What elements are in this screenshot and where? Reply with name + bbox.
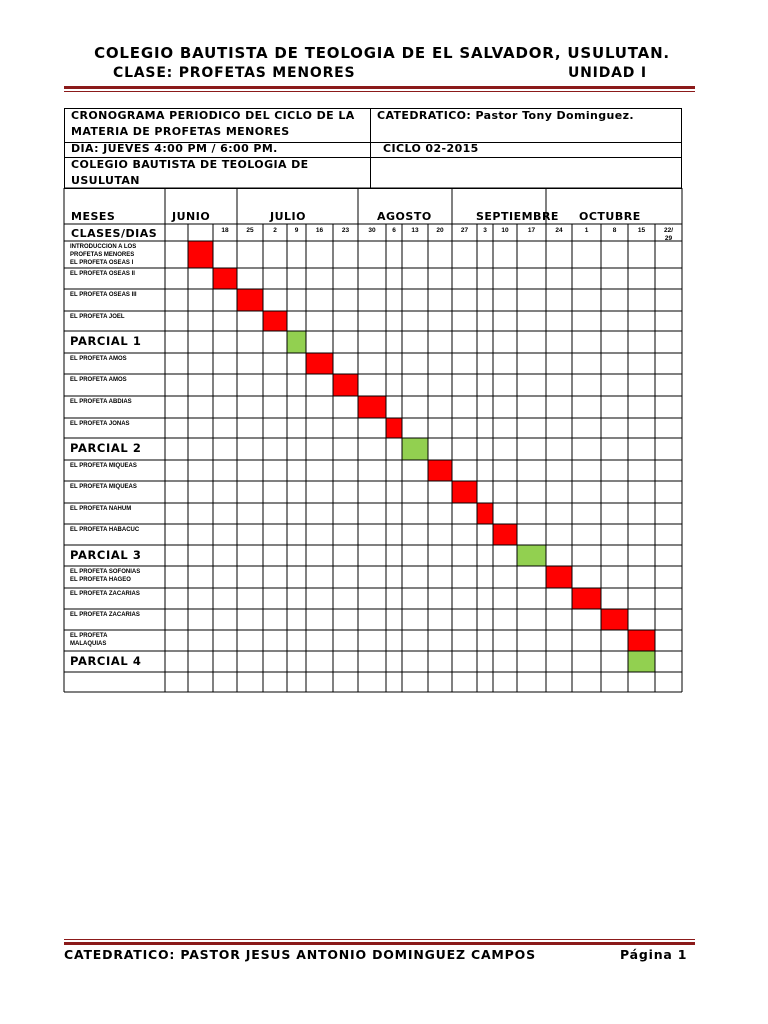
class-label: EL PROFETA HAGEO bbox=[70, 577, 131, 583]
class-label: EL PROFETA OSEAS II bbox=[70, 271, 135, 277]
day-label: 15 bbox=[637, 227, 646, 234]
class-marker bbox=[334, 375, 358, 396]
class-marker bbox=[214, 269, 237, 289]
day-label: 20 bbox=[436, 227, 444, 234]
class-marker bbox=[238, 290, 263, 311]
meses-label: MESES bbox=[71, 210, 116, 223]
class-marker bbox=[307, 354, 333, 374]
colegio-line2: USULUTAN bbox=[71, 174, 140, 187]
class-marker bbox=[189, 242, 213, 268]
class-marker bbox=[494, 525, 517, 545]
page-number: Página 1 bbox=[620, 947, 688, 962]
footer-catedratico: CATEDRATICO: PASTOR JESUS ANTONIO DOMINGUEZ CAMPOS bbox=[64, 947, 536, 962]
class-marker bbox=[387, 419, 402, 438]
day-label: 17 bbox=[527, 227, 536, 234]
class-label: EL PROFETA bbox=[70, 633, 108, 639]
parcial-label: PARCIAL 2 bbox=[70, 441, 142, 455]
class-label: EL PROFETA OSEAS I bbox=[70, 260, 134, 266]
month-label: SEPTIEMBRE bbox=[476, 210, 559, 223]
day-label: 10 bbox=[501, 227, 509, 234]
class-label: EL PROFETA JOEL bbox=[70, 314, 125, 320]
class-label: INTRODUCCION A LOS bbox=[70, 244, 137, 250]
dia-text: DIA: JUEVES 4:00 PM / 6:00 PM. bbox=[71, 142, 278, 155]
month-label: JUNIO bbox=[172, 210, 211, 223]
class-label: EL PROFETA OSEAS III bbox=[70, 292, 137, 298]
catedratico-text: CATEDRATICO: Pastor Tony Dominguez. bbox=[377, 109, 634, 122]
class-label: EL PROFETA ZACARIAS bbox=[70, 591, 140, 597]
parcial-label: PARCIAL 3 bbox=[70, 548, 142, 562]
day-label: 3 bbox=[483, 227, 487, 234]
exam-marker bbox=[288, 332, 306, 353]
day-label: 1 bbox=[584, 227, 589, 234]
day-label: 30 bbox=[368, 227, 376, 234]
info-title-line2: MATERIA DE PROFETAS MENORES bbox=[71, 125, 290, 138]
day-label: 24 bbox=[555, 227, 563, 234]
ciclo-text: CICLO 02-2015 bbox=[383, 142, 479, 155]
class-label: EL PROFETA HABACUC bbox=[70, 527, 140, 533]
day-label: 25 bbox=[246, 227, 254, 234]
unit-label: UNIDAD I bbox=[568, 65, 647, 81]
class-label: EL PROFETA NAHUM bbox=[70, 506, 132, 512]
class-label: EL PROFETA ZACARIAS bbox=[70, 612, 140, 618]
class-marker bbox=[359, 397, 386, 418]
class-label: EL PROFETA AMOS bbox=[70, 356, 127, 362]
class-marker bbox=[547, 567, 572, 588]
month-label: AGOSTO bbox=[377, 210, 432, 223]
class-marker bbox=[429, 461, 452, 481]
school-title: COLEGIO BAUTISTA DE TEOLOGIA DE EL SALVADOR, USULUTAN. bbox=[94, 44, 670, 62]
info-title-line1: CRONOGRAMA PERIODICO DEL CICLO DE LA bbox=[71, 109, 355, 122]
class-label: EL PROFETA JONAS bbox=[70, 421, 130, 427]
day-label: 8 bbox=[612, 227, 617, 234]
day-label: 6 bbox=[392, 227, 396, 234]
class-title: CLASE: PROFETAS MENORES bbox=[113, 65, 356, 81]
day-label: 2 bbox=[273, 227, 277, 234]
class-label: EL PROFETA AMOS bbox=[70, 377, 127, 383]
class-label: EL PROFETA MIQUEAS bbox=[70, 463, 137, 469]
class-marker bbox=[453, 482, 477, 503]
footer-rule-thin bbox=[64, 939, 695, 940]
day-label: 9 bbox=[294, 227, 299, 234]
class-marker bbox=[573, 589, 601, 609]
day-label: 29 bbox=[664, 235, 673, 242]
colegio-line1: COLEGIO BAUTISTA DE TEOLOGIA DE bbox=[71, 158, 309, 171]
class-label: MALAQUIAS bbox=[70, 641, 107, 647]
parcial-label: PARCIAL 4 bbox=[70, 654, 142, 668]
day-label: 18 bbox=[221, 227, 229, 234]
clases-dias-label: CLASES/DIAS bbox=[71, 227, 158, 240]
day-label: 27 bbox=[460, 227, 469, 234]
class-marker bbox=[264, 312, 287, 331]
day-label: 13 bbox=[411, 227, 419, 234]
class-label: PROFETAS MENORES bbox=[70, 252, 135, 258]
class-label: EL PROFETA MIQUEAS bbox=[70, 484, 137, 490]
class-label: EL PROFETA SOFONIAS bbox=[70, 569, 141, 575]
exam-marker bbox=[403, 439, 428, 460]
class-label: EL PROFETA ABDIAS bbox=[70, 399, 132, 405]
class-marker bbox=[602, 610, 628, 630]
class-marker bbox=[629, 631, 655, 651]
day-label: 16 bbox=[315, 227, 324, 234]
parcial-label: PARCIAL 1 bbox=[70, 334, 142, 348]
footer-rule bbox=[64, 942, 695, 945]
month-label: OCTUBRE bbox=[579, 210, 641, 223]
exam-marker bbox=[629, 652, 655, 672]
exam-marker bbox=[518, 546, 546, 566]
class-marker bbox=[478, 504, 493, 524]
day-label: 23 bbox=[341, 227, 350, 234]
day-label: 22/ bbox=[663, 227, 674, 234]
month-label: JULIO bbox=[270, 210, 306, 223]
